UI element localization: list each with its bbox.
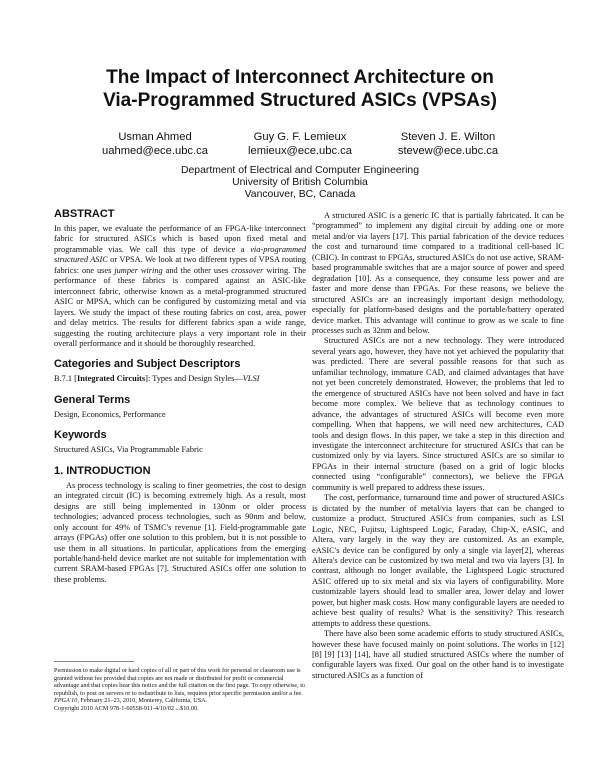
author-email: stevew@ece.ubc.ca <box>397 145 499 157</box>
right-paragraph-2: Structured ASICs are not a new technology. They were introduced several years ago, however, they have not yet achieved the popularity that was predicted. There are several possible reasons for that such as unfamiliar technology, immature CAD, and claimed advantages that have not yet been concretely demonstrated. However, the problems that led to the emergence of structured ASICs have not been solved and have in fact become more complex. We believe that as technology continues to advance, the advantages of structured ASICs will become even more compelling. When that happens, we will need new architectures, CAD tools and design flows. In this paper, we take a step in this direction and investigate the interconnect architecture for structured ASICs that can be customized only by via layers. Since structured ASICs are so similar to FPGAs in their internal structure (based on a grid of logic blocks connected using “configurable” connectors), we believe the FPGA community is well prepared to address these issues. <box>312 336 564 492</box>
general-terms-text: Design, Economics, Performance <box>54 409 166 419</box>
footnote-venue: February 21–23, 2010, Monterey, California, USA. <box>78 697 208 705</box>
keywords-heading: Keywords <box>54 429 107 442</box>
footnote-venue-line <box>54 697 306 705</box>
author-name: Usman Ahmed <box>118 131 192 143</box>
affiliation-line1: Department of Electrical and Computer Engineering <box>181 165 419 176</box>
permission-footnote <box>54 667 306 713</box>
author-name: Steven J. E. Wilton <box>400 131 496 143</box>
general-terms-heading: General Terms <box>54 393 131 406</box>
author-2 <box>240 130 360 158</box>
author-3 <box>378 130 518 158</box>
right-paragraph-3: The cost, performance, turnaround time and power of structured ASICs is dictated by the number of metal/via layers that can be changed to customize a product. Structured ASICs from companies, such as LSI Logic, NEC, Fujitsu, Lightspeed Logic, Faraday, Chip-X, eASIC, and Altera, vary largely in the way they are customized. As an example, eASIC's device can be configured by only a single via layer[2], whereas Altera's device can be customized by two metal and two via layers [3]. In contrast, although no longer available, the Lightspeed Logic structured ASIC offered up to six metal and six via layers of configurability. More customizable layers should lead to smaller area, lower delay and lower power, but higher mask costs. How many configurable layers are needed to achieve best quality of results? What is the sensitivity? This research attempts to address these questions. <box>312 493 564 628</box>
footnote-copyright: Copyright 2010 ACM 978-1-60558-911-4/10/02 ...$10.00. <box>54 704 199 712</box>
right-paragraph-1: A structured ASIC is a generic IC that is partially fabricated. It can be “programmed” to implement any digital circuit by adding one or more metal and/or via layers [17]. This partial fabrication of the device reduces the cost and turnaround time compared to a traditional cell-based IC (CBIC). In contrast to FPGAs, structured ASICs do not use active, SRAM-based programmable switches that are a major source of power and speed degradation [10]. As a consequence, they consume less power and are faster and more dense than FPGAs. For these reasons, we believe the structured ASICs are an increasingly important design methodology, especially for platform-based designs and the portable/battery operated device market. This advantage will continue to grow as we scale to fine processes such as 32nm and below. <box>312 211 564 335</box>
affiliation-line3: Vancouver, BC, Canada <box>244 189 356 200</box>
right-paragraph-4: There have also been some academic efforts to study structured ASICs, however these have focused mainly on point solutions. The works in [12] [8] [9] [13] [14], have all studied structured ASICs where the number of configurable layers was fixed. Our goal on the other hand is to investigate structured ASICs as a function of <box>312 629 564 680</box>
abstract-text-a: In this paper, we evaluate the performance of an FPGA-like interconnect fabric for structured ASICs which is based upon fixed metal and programmable vias. We call this type of device a <box>54 224 306 254</box>
keywords-text: Structured ASICs, Via Programmable Fabric <box>54 445 203 455</box>
right-column <box>312 211 564 681</box>
paper-title <box>40 66 560 112</box>
categories-code: B.7.1 [ <box>54 374 77 384</box>
introduction-heading: 1. INTRODUCTION <box>54 464 151 477</box>
abstract-text <box>54 224 306 349</box>
author-email: lemieux@ece.ubc.ca <box>247 145 352 157</box>
abstract-em-b: jumper wiring <box>114 265 163 275</box>
abstract-em-a: via-programmed structured ASIC <box>54 244 306 265</box>
footnote-rule <box>54 661 134 662</box>
author-name: Guy G. F. Lemieux <box>253 131 347 143</box>
affiliation <box>150 165 450 201</box>
author-1 <box>95 130 215 158</box>
abstract-text-d: wiring. The performance of these fabrics is compared against an ASIC-like interconnect fabric, otherwise known as a metal-programmed structured ASIC or MPSA, which can be configured by customizing metal and via layers. We study the impact of these routing fabrics on cost, area, power and delay metrics. The results for different fabrics span a wide range, suggesting the routing architecture plays a very important role in their overall performance and it should be thoroughly researched. <box>54 265 306 348</box>
footnote-venue-em: FPGA'10, <box>54 697 79 705</box>
abstract-text-c: and the other uses <box>162 265 232 275</box>
categories-rest: ]: Types and Design Styles— <box>145 374 243 384</box>
left-column <box>54 208 306 585</box>
categories-em: VLSI <box>242 374 260 384</box>
paper-title-line1: The Impact of Interconnect Architecture on <box>106 67 494 88</box>
paper-title-line2: Via-Programmed Structured ASICs (VPSAs) <box>103 90 497 111</box>
footnote-text: Permission to make digital or hard copies of all or part of this work for personal or classroom use is granted without fee provided that copies are not made or distributed for profit or commercial advantage and that copies bear this notice and the full citation on the first page. To copy otherwise, to republish, to post on servers or to redistribute to lists, requires prior specific permission and/or a fee. <box>54 667 306 697</box>
author-email: uahmed@ece.ubc.ca <box>102 145 208 157</box>
introduction-paragraph: As process technology is scaling to finer geometries, the cost to design an integrated circuit (IC) is becoming extremely high. As a result, most designs are still being implemented in 130nm or older process technologies; advanced process technologies, such as 90nm and below, only account for 49% of TSMC's revenue [1]. Field-programmable gate arrays (FPGAs) offer one solution to this problem, but it is not possible to use them in all situations. In particular, applications from the emerging portable/hand-held device market are not suitable for implementation with current SRAM-based FPGAs [7]. Structured ASICs offer one solution to these problems. <box>54 480 306 584</box>
affiliation-line2: University of British Columbia <box>232 177 368 188</box>
categories-text <box>54 374 306 384</box>
abstract-text-b: or VPSA. We look at two different types of VPSA routing fabrics: one uses <box>54 255 306 275</box>
categories-heading: Categories and Subject Descriptors <box>54 358 241 371</box>
abstract-em-c: crossover <box>231 265 264 275</box>
categories-bold: Integrated Circuits <box>76 374 146 384</box>
abstract-heading: ABSTRACT <box>54 208 115 220</box>
